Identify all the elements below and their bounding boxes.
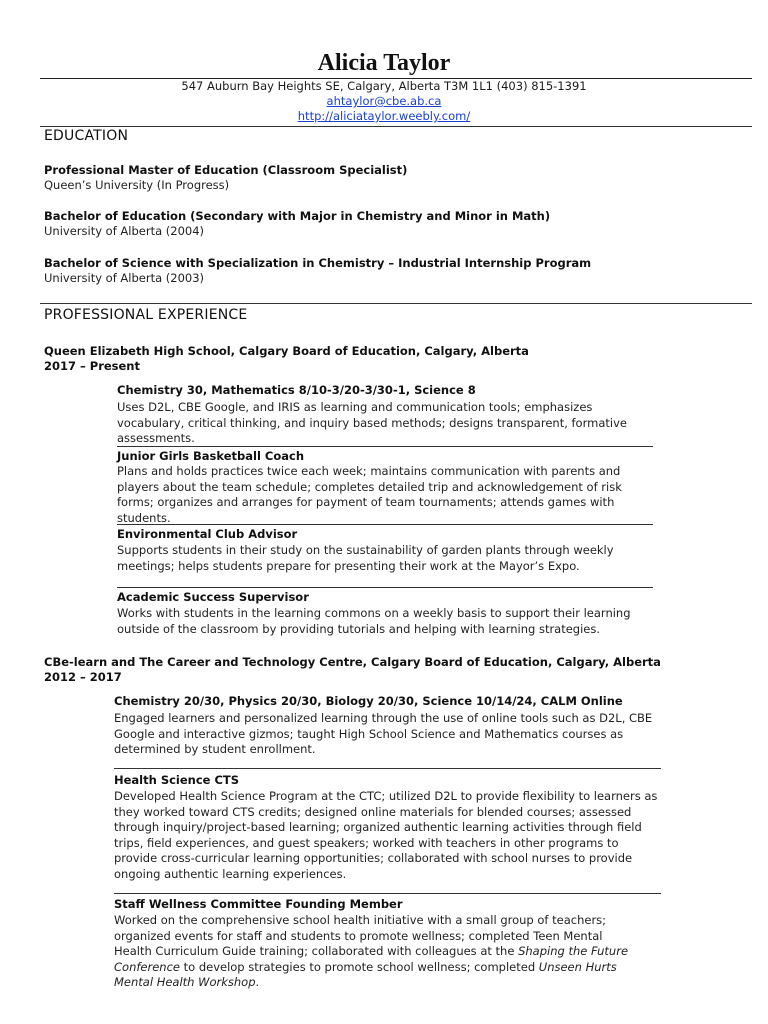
role-title: Chemistry 30, Mathematics 8/10-3/20-3/30-1, Science 8	[117, 383, 476, 397]
job-employer: CBe-learn and The Career and Technology Centre, Calgary Board of Education, Calgary, Alberta	[44, 655, 661, 669]
job-dates: 2012 – 2017	[44, 670, 122, 684]
job-dates: 2017 – Present	[44, 359, 140, 373]
role-title: Junior Girls Basketball Coach	[117, 449, 305, 463]
job-employer: Queen Elizabeth High School, Calgary Board of Education, Calgary, Alberta	[44, 344, 529, 358]
description-text: .	[255, 975, 260, 989]
address-line: 547 Auburn Bay Heights SE, Calgary, Alberta T3M 1L1 (403) 815-1391	[181, 79, 587, 93]
email-link[interactable]: ahtaylor@cbe.ab.ca	[326, 94, 442, 108]
role-title: Academic Success Supervisor	[117, 590, 309, 604]
education-degree: Professional Master of Education (Classroom Specialist)	[44, 163, 408, 177]
role-description: Supports students in their study on the sustainability of garden plants through weekly meetings; helps students prepare for presenting their work at the Mayor’s Expo.	[117, 543, 614, 573]
role-title: Health Science CTS	[114, 773, 240, 787]
role-divider	[117, 524, 653, 525]
description-text: Worked on the comprehensive school health initiative with a small group of teachers; organized events for staff and students to promote wellness; completed Teen Mental Health Curriculum Guide training; collaborated with colleagues at the	[114, 913, 607, 958]
role-description: Developed Health Science Program at the CTC; utilized D2L to provide flexibility to learners as they worked toward CTS credits; designed online materials for blended courses; assessed through inquiry/project-based learning; organized authentic learning activities through field trips, field experiences, and guest speakers; worked with teachers in other programs to provide cross-curricular learning opportunities; collaborated with school nurses to provide ongoing authentic learning experiences.	[114, 789, 658, 881]
role-divider	[114, 893, 661, 894]
conference-name: Shaping the Future Conference	[114, 944, 629, 974]
workshop-name: Unseen Hurts Mental Health Workshop	[114, 959, 617, 989]
experience-heading: PROFESSIONAL EXPERIENCE	[44, 307, 248, 323]
education-heading: EDUCATION	[44, 128, 129, 144]
description-text: to develop strategies to promote school wellness; completed	[179, 959, 539, 974]
education-school: Queen’s University (In Progress)	[44, 178, 230, 192]
role-title: Environmental Club Advisor	[117, 527, 298, 541]
role-divider	[117, 587, 653, 588]
role-title: Chemistry 20/30, Physics 20/30, Biology 20/30, Science 10/14/24, CALM Online	[114, 694, 623, 708]
education-degree: Bachelor of Science with Specialization in Chemistry – Industrial Internship Program	[44, 256, 592, 270]
role-title: Staff Wellness Committee Founding Member	[114, 897, 403, 911]
role-description	[114, 913, 632, 991]
role-description: Works with students in the learning commons on a weekly basis to support their learning outside of the classroom by providing tutorials and helping with learning strategies.	[117, 606, 631, 636]
website-link[interactable]: http://aliciataylor.weebly.com/	[297, 109, 471, 123]
header-bottom-divider	[40, 126, 752, 127]
education-degree: Bachelor of Education (Secondary with Major in Chemistry and Minor in Math)	[44, 209, 551, 223]
email-line	[0, 94, 768, 109]
role-description: Uses D2L, CBE Google, and IRIS as learning and communication tools; emphasizes vocabulary, critical thinking, and inquiry based methods; designs transparent, formative assessments.	[117, 400, 627, 445]
resume-name: Alicia Taylor	[317, 50, 451, 76]
role-divider	[117, 446, 653, 447]
role-description: Engaged learners and personalized learning through the use of online tools such as D2L, CBE Google and interactive gizmos; taught High School Science and Mathematics courses as determined by student enrollment.	[114, 711, 653, 756]
education-school: University of Alberta (2003)	[44, 271, 205, 285]
website-line	[0, 109, 768, 124]
role-divider	[114, 768, 661, 769]
role-description: Plans and holds practices twice each week; maintains communication with parents and players about the team schedule; completes detailed trip and acknowledgement of risk forms; organizes and arranges for payment of team tournaments; attends games with students.	[117, 464, 622, 525]
section-divider	[40, 303, 752, 304]
education-school: University of Alberta (2004)	[44, 224, 205, 238]
